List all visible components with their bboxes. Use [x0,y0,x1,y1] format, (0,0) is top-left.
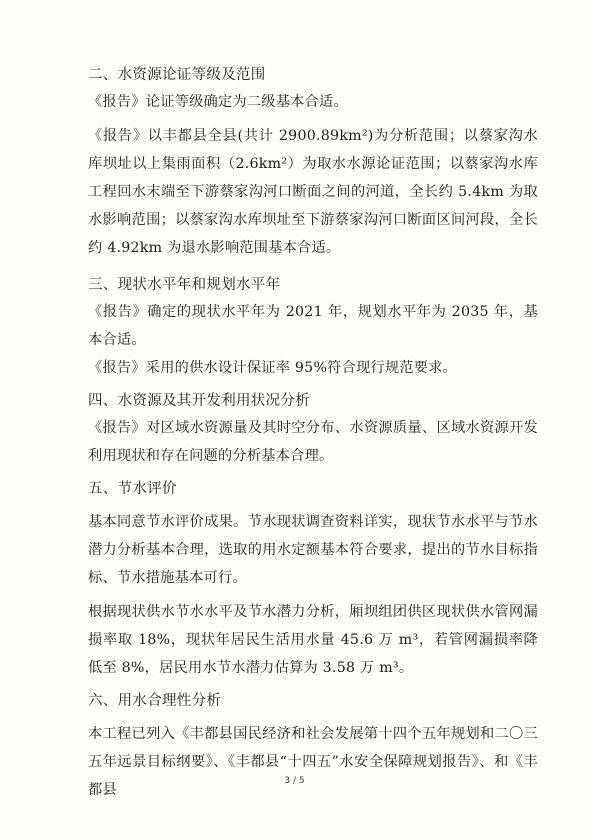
section-heading-4: 四、水资源及其开发利用状况分析 [88,393,310,409]
section-heading-5: 五、节水评价 [88,481,177,497]
paragraph: 本工程已列入《丰都县国民经济和社会发展第十四个五年规划和二〇三五年远景目标纲要》、《丰都县“十四五”水安全保障规划报告》、和《丰都县 [88,726,538,798]
section-heading-3: 三、现状水平年和规划水平年 [88,277,281,293]
paragraph: 《报告》采用的供水设计保证率 95%符合现行规范要求。 [88,360,458,376]
page-number: 3 / 5 [284,776,305,786]
paragraph: 《报告》以丰都县全县(共计 2900.89km²)为分析范围；以蔡家沟水库坝址以上集雨面积（2.6km²）为取水水源论证范围；以蔡家沟水库工程回水末端至下游蔡家沟河口断面之间的河道，全长约 5.4km 为取水影响范围；以蔡家沟水库坝址至下游蔡家沟河口断面区间河段，全长约 4.92km 为退水影响范围基本合适。 [88,128,538,256]
paragraph: 《报告》对区域水资源量及其时空分布、水资源质量、区域水资源开发利用现状和存在问题的分析基本合理。 [88,420,538,464]
paragraph: 《报告》确定的现状水平年为 2021 年，规划水平年为 2035 年，基本合适。 [88,304,538,348]
section-heading-2: 二、水资源论证等级及范围 [88,67,266,83]
document-body [88,62,538,804]
paragraph: 根据现状供水节水水平及节水潜力分析，厢坝组团供区现状供水管网漏损率取 18%，现状年居民生活用水量 45.6 万 m³，若管网漏损率降低至 8%，居民用水节水潜力估算为 3.58 万 m³。 [88,604,538,676]
section-heading-6: 六、用水合理性分析 [88,693,222,709]
paragraph: 《报告》论证等级确定为二级基本合适。 [88,94,348,110]
paragraph: 基本同意节水评价成果。节水现状调查资料详实，现状节水水平与节水潜力分析基本合理，选取的用水定额基本符合要求，提出的节水目标指标、节水措施基本可行。 [88,514,538,586]
